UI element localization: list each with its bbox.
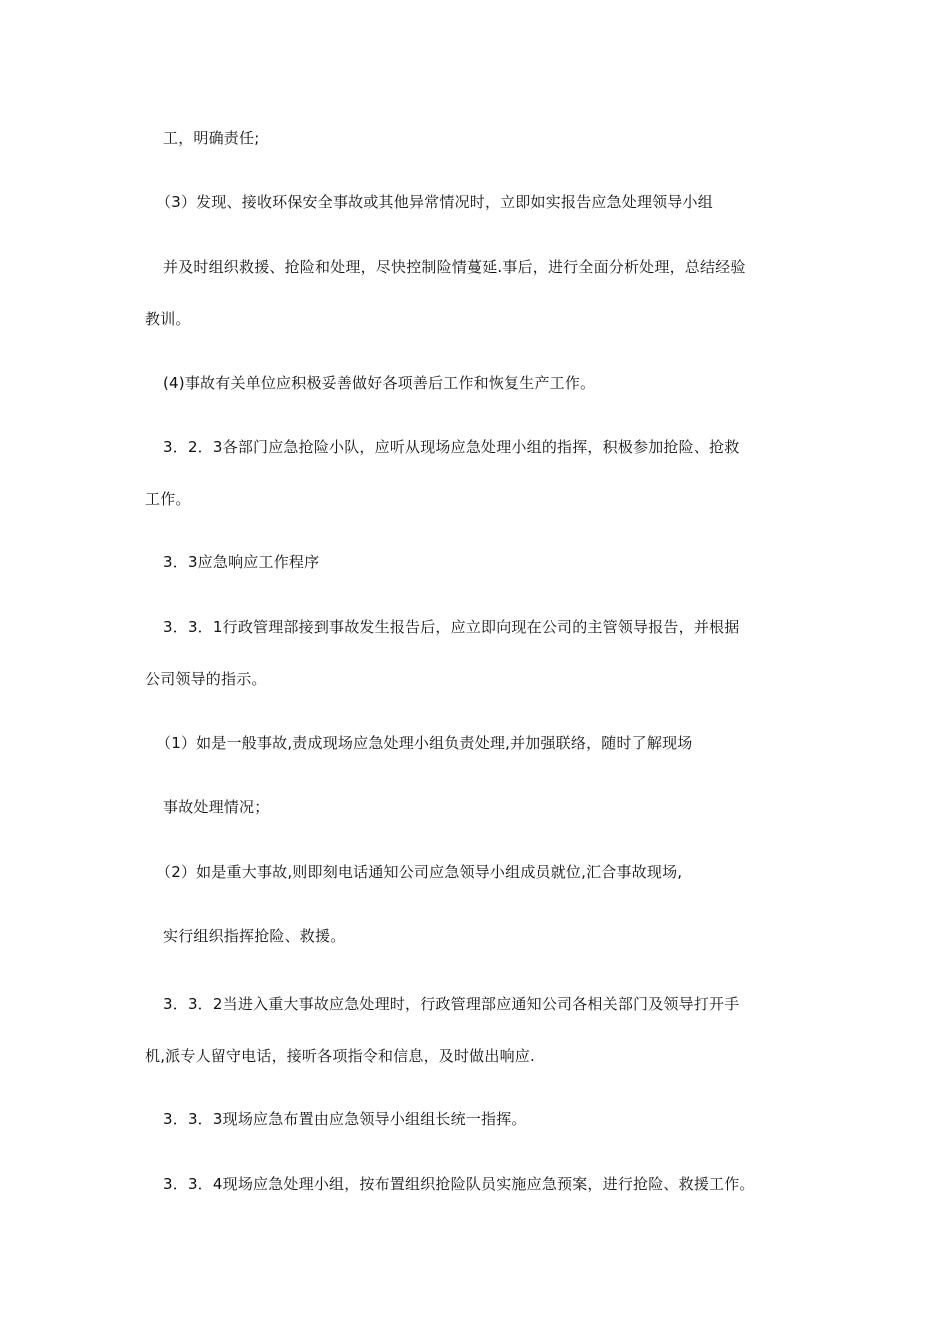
text-line: 教训。 — [145, 310, 191, 328]
text-line: （1）如是一般事故,责成现场应急处理小组负责处理,并加强联络，随时了解现场 — [156, 734, 693, 752]
text-line: 事故处理情况； — [163, 798, 270, 816]
text-line: 3．3应急响应工作程序 — [163, 553, 320, 571]
text-line: 3．3．2当进入重大事故应急处理时，行政管理部应通知公司各相关部门及领导打开手 — [163, 995, 740, 1013]
text-line: 3．3．3现场应急布置由应急领导小组组长统一指挥。 — [163, 1110, 527, 1128]
text-line: 3．2．3各部门应急抢险小队，应听从现场应急处理小组的指挥，积极参加抢险、抢救 — [163, 438, 740, 456]
text-line: 工作。 — [145, 490, 191, 508]
text-line: （3）发现、接收环保安全事故或其他异常情况时，立即如实报告应急处理领导小组 — [156, 193, 713, 211]
text-line: 工，明确责任; — [163, 129, 260, 147]
text-line: 机,派专人留守电话，接听各项指令和信息，及时做出响应. — [145, 1047, 535, 1065]
text-line: 实行组织指挥抢险、救援。 — [163, 927, 346, 945]
text-line: 并及时组织救援、抢险和处理，尽快控制险情蔓延.事后，进行全面分析处理，总结经验 — [163, 258, 746, 276]
text-line: (4)事故有关单位应积极妥善做好各项善后工作和恢复生产工作。 — [163, 374, 596, 392]
text-line: （2）如是重大事故,则即刻电话通知公司应急领导小组成员就位,汇合事故现场, — [156, 863, 683, 881]
text-line: 3．3．4现场应急处理小组，按布置组织抢险队员实施应急预案，进行抢险、救援工作。 — [163, 1175, 755, 1193]
text-line: 3．3．1行政管理部接到事故发生报告后，应立即向现在公司的主管领导报告，并根据 — [163, 618, 740, 636]
text-line: 公司领导的指示。 — [145, 670, 267, 688]
